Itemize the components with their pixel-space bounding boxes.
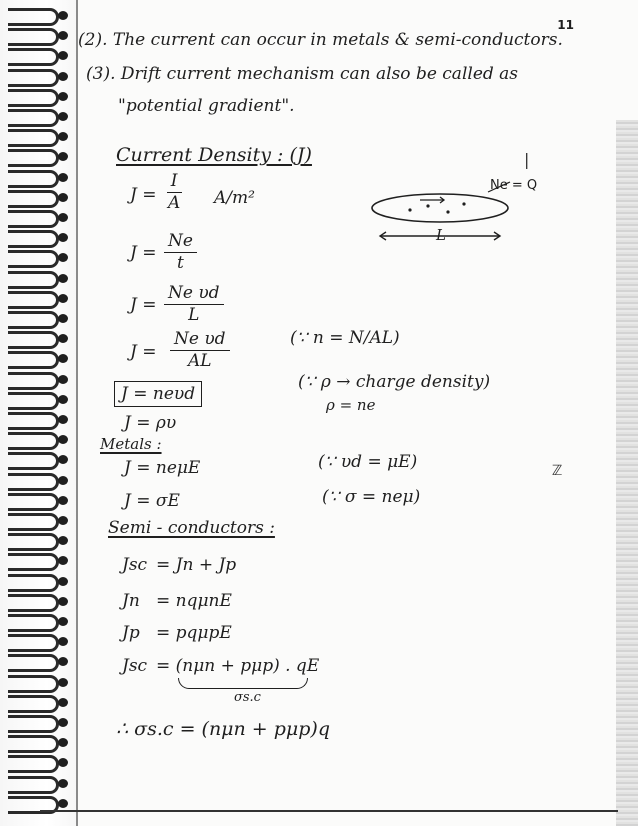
note-line-2: (2). The current can occur in metals & semi-conductors. [78, 30, 563, 50]
sc3-lhs: Jp [122, 623, 140, 643]
bottom-rule [40, 810, 618, 812]
binding-hole [58, 455, 68, 464]
page-number: 11 [557, 18, 574, 32]
note-line-3a: (3). Drift current mechanism can also be called as [86, 64, 519, 84]
binding-hole [58, 536, 68, 545]
sc3-rhs: = pqμpE [156, 623, 232, 643]
electron-dot [462, 202, 465, 205]
binding-ring [8, 654, 59, 672]
eq1-fraction [164, 172, 184, 212]
binding-hole [58, 637, 68, 646]
eq4-fraction [170, 330, 230, 370]
binding-ring [8, 755, 59, 773]
binding-hole [58, 294, 68, 303]
binding-hole [58, 253, 68, 262]
eq3-denominator: L [188, 304, 200, 325]
binding-ring [8, 574, 59, 592]
eq1-numerator: I [167, 172, 182, 193]
binding-ring [8, 331, 59, 349]
binding-hole [58, 678, 68, 687]
diagram-label-ne: Ne = Q [490, 178, 538, 193]
binding-hole [58, 657, 68, 666]
binding-ring [8, 372, 59, 390]
binding-hole [58, 415, 68, 424]
underbrace [178, 678, 308, 689]
binding-ring [8, 271, 59, 289]
binding-ring [8, 614, 59, 632]
binding-hole [58, 132, 68, 141]
eq4-note: (∵ n = N/AL) [290, 328, 400, 348]
rho-equals-ne: ρ = ne [326, 396, 376, 414]
eq1-denominator: A [168, 192, 181, 213]
brace-label: σs.c [234, 690, 261, 705]
note-line-3b: "potential gradient". [118, 96, 295, 116]
conductor-ellipse [372, 194, 508, 222]
eq2-denominator: t [177, 252, 184, 273]
binding-ring [8, 311, 59, 329]
binding-hole [58, 617, 68, 626]
binding-ring [8, 473, 59, 491]
binding-ring [8, 513, 59, 531]
binding-ring [8, 28, 59, 46]
binding-hole [58, 193, 68, 202]
binding-ring [8, 210, 59, 228]
electron-dot [408, 208, 411, 211]
binding-hole [58, 435, 68, 444]
binding-ring [8, 695, 59, 713]
binding-hole [58, 173, 68, 182]
binding-hole [58, 31, 68, 40]
binding-hole [58, 51, 68, 60]
j-equals-rho-v: J = ρυ [124, 413, 177, 433]
binding-hole [58, 274, 68, 283]
stray-mark: ℤ [552, 463, 563, 479]
eq4-numerator: Ne υd [170, 330, 230, 351]
binding-hole [58, 718, 68, 727]
binding-hole [58, 233, 68, 242]
binding-hole [58, 152, 68, 161]
eq2-fraction [164, 232, 197, 272]
binding-ring [8, 69, 59, 87]
binding-ring [8, 392, 59, 410]
sc2-rhs: = nqμnE [156, 591, 232, 611]
boxed-current-density-formula: J = neυd [114, 381, 202, 407]
electron-dot [446, 210, 449, 213]
binding-hole [58, 314, 68, 323]
binding-ring [8, 594, 59, 612]
sc1-lhs: Jsc [122, 555, 148, 575]
binding-hole [58, 72, 68, 81]
page-edge-shadow [616, 120, 638, 826]
binding-hole [58, 395, 68, 404]
binding-hole [58, 11, 68, 20]
metals-heading: Metals : [100, 435, 162, 453]
binding-hole [58, 213, 68, 222]
binding-hole [58, 92, 68, 101]
binding-ring [8, 351, 59, 369]
eq4-lhs: J = [130, 342, 157, 362]
binding-hole [58, 597, 68, 606]
eq1-unit: A/m² [214, 188, 255, 208]
charge-density-note: (∵ ρ → charge density) [298, 372, 491, 392]
binding-hole [58, 496, 68, 505]
binding-hole [58, 112, 68, 121]
eq4-denominator: AL [187, 350, 212, 371]
binding-hole [58, 516, 68, 525]
binding-hole [58, 779, 68, 788]
binding-ring [8, 452, 59, 470]
binding-hole [58, 758, 68, 767]
sc2-lhs: Jn [122, 591, 140, 611]
binding-ring [8, 776, 59, 794]
binding-hole [58, 799, 68, 808]
diagram-label-l: L [436, 226, 446, 244]
section-heading-current-density: Current Density : (J) [116, 144, 312, 166]
stray-mark: | [524, 150, 530, 169]
binding-ring [8, 190, 59, 208]
binding-ring [8, 89, 59, 107]
binding-ring [8, 432, 59, 450]
eq3-numerator: Ne υd [164, 284, 224, 305]
binding-ring [8, 149, 59, 167]
binding-ring [8, 291, 59, 309]
binding-ring [8, 250, 59, 268]
binding-hole [58, 577, 68, 586]
binding-ring [8, 493, 59, 511]
binding-hole [58, 354, 68, 363]
binding-ring [8, 48, 59, 66]
binding-hole [58, 556, 68, 565]
margin-line [76, 0, 78, 826]
eq3-fraction [164, 284, 224, 324]
binding-hole [58, 698, 68, 707]
binding-ring [8, 675, 59, 693]
eq2-lhs: J = [130, 243, 157, 263]
eq1-lhs: J = [130, 185, 157, 205]
sc4-lhs: Jsc [122, 656, 148, 676]
binding-ring [8, 715, 59, 733]
binding-ring [8, 634, 59, 652]
final-result: ∴ σs.c = (nμn + pμp)q [116, 718, 331, 740]
spiral-binding [0, 0, 78, 826]
eq2-numerator: Ne [164, 232, 197, 253]
binding-ring [8, 735, 59, 753]
electron-dot [426, 204, 429, 207]
binding-hole [58, 476, 68, 485]
metal-note1: (∵ υd = μE) [318, 452, 418, 472]
binding-ring [8, 553, 59, 571]
binding-ring [8, 170, 59, 188]
binding-ring [8, 109, 59, 127]
binding-ring [8, 129, 59, 147]
sc4-rhs: = (nμn + pμp) . qE [156, 656, 320, 676]
metal-eq1: J = neμE [124, 458, 201, 478]
binding-ring [8, 412, 59, 430]
binding-hole [58, 738, 68, 747]
metal-eq2: J = σE [124, 491, 180, 511]
binding-ring [8, 8, 59, 26]
eq3-lhs: J = [130, 295, 157, 315]
semiconductors-heading: Semi - conductors : [108, 518, 275, 538]
metal-note2: (∵ σ = neμ) [322, 487, 421, 507]
binding-hole [58, 334, 68, 343]
binding-ring [8, 230, 59, 248]
sc1-rhs: = Jn + Jp [156, 555, 237, 575]
binding-hole [58, 375, 68, 384]
binding-ring [8, 533, 59, 551]
